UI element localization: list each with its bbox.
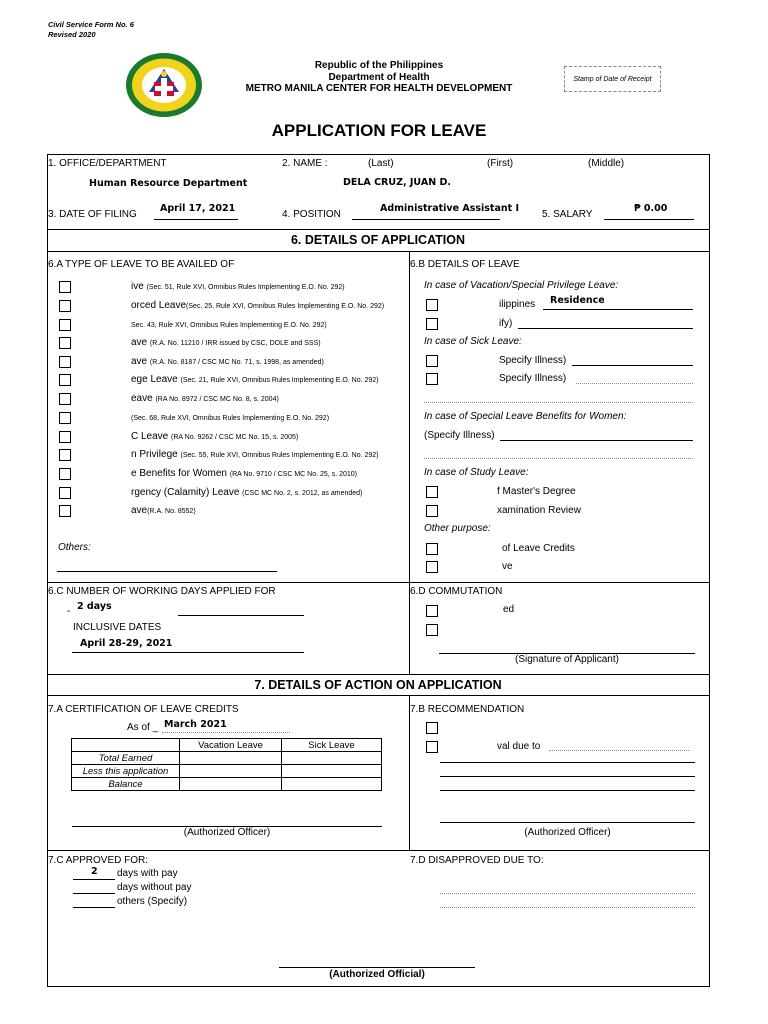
date-filing-label: 3. DATE OF FILING	[48, 209, 137, 220]
salary-value[interactable]: ₱ 0.00	[634, 203, 668, 214]
leave-type-checkbox-8[interactable]	[59, 412, 71, 424]
authorized-official: (Authorized Official)	[329, 969, 425, 980]
leave-type-checkbox-4[interactable]	[59, 337, 71, 349]
study-checkbox-1[interactable]	[426, 486, 438, 498]
less-application-label: Less this application	[72, 765, 180, 778]
inclusive-dates-label: INCLUSIVE DATES	[73, 622, 162, 633]
vacation-option-2: ify)	[499, 318, 513, 329]
total-earned-sick[interactable]	[282, 752, 382, 765]
women-heading: In case of Special Leave Benefits for Women:	[424, 411, 627, 422]
as-of-value[interactable]: March 2021	[164, 719, 227, 730]
position-value[interactable]: Administrative Assistant I	[380, 203, 520, 214]
leave-type-5: ave (R.A. No. 8187 / CSC MC No. 71, s. 1998, as amended)	[131, 356, 324, 367]
form-number: Civil Service Form No. 6	[48, 20, 134, 29]
total-earned-vacation[interactable]	[180, 752, 282, 765]
study-option-2: xamination Review	[497, 505, 581, 516]
header-center: METRO MANILA CENTER FOR HEALTH DEVELOPMENT	[245, 83, 513, 94]
balance-label: Balance	[72, 778, 180, 791]
section6-title: 6. DETAILS OF APPLICATION	[290, 233, 466, 247]
form-revision: Revised 2020	[48, 30, 96, 39]
less-application-vacation[interactable]	[180, 765, 282, 778]
vacation-checkbox-1[interactable]	[426, 299, 438, 311]
commutation-checkbox-1[interactable]	[426, 605, 438, 617]
position-label: 4. POSITION	[282, 209, 341, 220]
recommendation-checkbox-1[interactable]	[426, 722, 438, 734]
leave-type-checkbox-6[interactable]	[59, 374, 71, 386]
page-title: APPLICATION FOR LEAVE	[271, 121, 487, 140]
name-value[interactable]: DELA CRUZ, JUAN D.	[343, 177, 451, 188]
leave-type-8: (Sec. 68, Rule XVI, Omnibus Rules Implementing E.O. No. 292)	[131, 415, 330, 422]
study-checkbox-2[interactable]	[426, 505, 438, 517]
leave-type-1: ive (Sec. 51, Rule XVI, Omnibus Rules Implementing E.O. No. 292)	[131, 281, 345, 292]
working-days-title: 6.C NUMBER OF WORKING DAYS APPLIED FOR	[48, 586, 276, 597]
office-value[interactable]: Human Resource Department	[89, 178, 248, 189]
recommendation-title: 7.B RECOMMENDATION	[410, 704, 525, 715]
recommendation-checkbox-2[interactable]	[426, 741, 438, 753]
salary-label: 5. SALARY	[542, 209, 593, 220]
other-purpose-option-2: ve	[502, 561, 513, 572]
name-middle-label: (Middle)	[588, 158, 625, 169]
header-republic: Republic of the Philippines	[314, 60, 444, 71]
header-department: Department of Health	[328, 72, 430, 83]
approved-title: 7.C APPROVED FOR:	[48, 855, 149, 866]
other-purpose-option-1: of Leave Credits	[502, 543, 575, 554]
vacation-checkbox-2[interactable]	[426, 318, 438, 330]
as-of-label: As of _	[127, 722, 159, 733]
name-last-label: (Last)	[368, 158, 394, 169]
vacation-option-1: ilippines	[499, 299, 536, 310]
commutation-checkbox-2[interactable]	[426, 624, 438, 636]
days-with-pay-value[interactable]: 2	[91, 866, 98, 877]
disapproved-title: 7.D DISAPPROVED DUE TO:	[410, 855, 544, 866]
recommendation-option-2: val due to	[497, 741, 541, 752]
others-label: Others:	[58, 542, 91, 553]
leave-details-title: 6.B DETAILS OF LEAVE	[410, 259, 520, 270]
leave-type-10: n Privilege (Sec. 55, Rule XVI, Omnibus Rules Implementing E.O. No. 292)	[131, 449, 379, 460]
section7-title: 7. DETAILS OF ACTION ON APPLICATION	[254, 678, 502, 692]
leave-type-checkbox-5[interactable]	[59, 356, 71, 368]
less-application-sick[interactable]	[282, 765, 382, 778]
sick-option-1: Specify Illness)	[499, 355, 567, 366]
authorized-officer-a: (Authorized Officer)	[183, 827, 271, 838]
authorized-officer-b: (Authorized Officer)	[524, 827, 611, 838]
leave-type-checkbox-7[interactable]	[59, 393, 71, 405]
leave-type-title: 6.A TYPE OF LEAVE TO BE AVAILED OF	[48, 259, 235, 270]
other-purpose-checkbox-2[interactable]	[426, 561, 438, 573]
vacation-leave-header: Vacation Leave	[180, 739, 282, 752]
applicant-signature-label: (Signature of Applicant)	[515, 654, 619, 665]
leave-type-checkbox-10[interactable]	[59, 449, 71, 461]
leave-credits-table	[71, 738, 382, 791]
leave-type-4: ave (R.A. No. 11210 / IRR issued by CSC, DOLE and SSS)	[131, 337, 321, 348]
date-filing-value[interactable]: April 17, 2021	[160, 203, 236, 214]
leave-type-checkbox-2[interactable]	[59, 300, 71, 312]
name-label: 2. NAME :	[282, 158, 328, 169]
leave-type-checkbox-13[interactable]	[59, 505, 71, 517]
leave-type-2: orced Leave(Sec. 25, Rule XVI, Omnibus Rules Implementing E.O. No. 292)	[131, 300, 385, 311]
sick-option-2: Specify Illness)	[499, 373, 567, 384]
leave-type-12: rgency (Calamity) Leave (CSC MC No. 2, s. 2012, as amended)	[131, 487, 363, 498]
inclusive-dates-value[interactable]: April 28-29, 2021	[80, 638, 173, 649]
leave-type-3: Sec. 43, Rule XVI, Omnibus Rules Implementing E.O. No. 292)	[131, 322, 327, 329]
office-label: 1. OFFICE/DEPARTMENT	[48, 158, 167, 169]
working-days-value[interactable]: 2 days	[77, 601, 112, 612]
leave-type-7: eave (RA No. 8972 / CSC MC No. 8, s. 2004)	[131, 393, 279, 404]
certification-title: 7.A CERTIFICATION OF LEAVE CREDITS	[48, 704, 239, 715]
other-purpose-checkbox-1[interactable]	[426, 543, 438, 555]
balance-vacation[interactable]	[180, 778, 282, 791]
doh-seal-icon	[124, 52, 204, 118]
days-with-pay-label: days with pay	[117, 868, 178, 879]
leave-type-6: ege Leave (Sec. 21, Rule XVI, Omnibus Rules Implementing E.O. No. 292)	[131, 374, 379, 385]
commutation-title: 6.D COMMUTATION	[410, 586, 503, 597]
sick-leave-header: Sick Leave	[282, 739, 382, 752]
name-first-label: (First)	[487, 158, 514, 169]
study-option-1: f Master's Degree	[497, 486, 576, 497]
vacation-location-value[interactable]: Residence	[550, 295, 605, 306]
total-earned-label: Total Earned	[72, 752, 180, 765]
balance-sick[interactable]	[282, 778, 382, 791]
sick-heading: In case of Sick Leave:	[424, 336, 522, 347]
leave-type-11: e Benefits for Women (RA No. 9710 / CSC MC No. 25, s. 2010)	[131, 468, 357, 479]
leave-type-checkbox-1[interactable]	[59, 281, 71, 293]
sick-checkbox-2[interactable]	[426, 373, 438, 385]
vacation-heading: In case of Vacation/Special Privilege Leave:	[424, 280, 619, 291]
days-dash: -	[67, 606, 71, 617]
sick-checkbox-1[interactable]	[426, 355, 438, 367]
commutation-option-1: ed	[503, 604, 515, 615]
leave-type-checkbox-11[interactable]	[59, 468, 71, 480]
other-purpose-heading: Other purpose:	[424, 523, 491, 534]
leave-type-checkbox-3[interactable]	[59, 319, 71, 331]
leave-type-checkbox-12[interactable]	[59, 487, 71, 499]
days-without-pay-label: days without pay	[117, 882, 192, 893]
leave-type-9: C Leave (RA No. 9262 / CSC MC No. 15, s. 2005)	[131, 431, 299, 442]
women-option: (Specify Illness)	[424, 430, 495, 441]
leave-type-checkbox-9[interactable]	[59, 431, 71, 443]
others-specify-label: others (Specify)	[117, 896, 188, 907]
leave-type-13: ave(R.A. No. 8552)	[131, 505, 196, 516]
stamp-box: Stamp of Date of Receipt	[564, 66, 661, 92]
study-heading: In case of Study Leave:	[424, 467, 529, 478]
